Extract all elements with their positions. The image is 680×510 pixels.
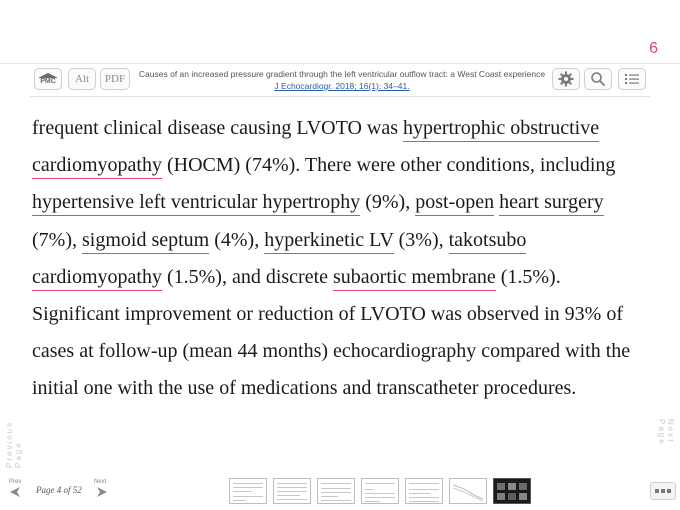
grid-dot-icon bbox=[655, 489, 659, 493]
highlight[interactable]: hypertensive left ventricular hypertrophy bbox=[32, 191, 360, 216]
document-title: Causes of an increased pressure gradient through the left ventricular outflow tract: a West Coast experience bbox=[138, 69, 546, 79]
text-segment: (1.5%). Significant improvement or reduction of LVOTO was observed in 93% of cases at follow-up (mean 44 months) echocardiography compared with the initial one with the use of medications and transcatheter procedures. bbox=[32, 265, 631, 400]
page-thumbnail[interactable] bbox=[405, 478, 443, 504]
search-button[interactable] bbox=[584, 68, 612, 90]
prev-arrow-icon[interactable] bbox=[8, 486, 22, 498]
highlight[interactable]: heart surgery bbox=[499, 191, 604, 216]
page-thumbnail-current[interactable] bbox=[493, 478, 531, 504]
text-segment: (HOCM) (74%). There were other conditions, including bbox=[161, 154, 616, 177]
page-indicator: Page 4 of 52 bbox=[36, 485, 82, 495]
settings-button[interactable] bbox=[552, 68, 580, 90]
next-arrow-icon[interactable] bbox=[95, 486, 109, 498]
echo-image-thumbnail-icon bbox=[494, 479, 530, 503]
page-thumbnails bbox=[229, 478, 531, 504]
highlight[interactable]: subaortic membrane bbox=[333, 266, 496, 291]
reader-toolbar bbox=[30, 64, 650, 97]
page-number: 6 bbox=[649, 40, 658, 57]
text-segment: (9%), bbox=[360, 191, 416, 214]
text-segment: (3%), bbox=[393, 228, 449, 251]
highlight[interactable]: takotsubo cardiomyopathy bbox=[32, 229, 526, 291]
search-icon bbox=[590, 71, 606, 87]
next-page-tab[interactable]: Next Page bbox=[657, 419, 675, 446]
highlight[interactable]: post-open bbox=[415, 191, 494, 216]
pmc-button[interactable] bbox=[34, 68, 62, 90]
grid-dot-icon bbox=[661, 489, 665, 493]
highlight[interactable]: hypertrophic obstructive bbox=[403, 117, 599, 142]
page-thumbnail[interactable] bbox=[229, 478, 267, 504]
chart-thumbnail-icon bbox=[450, 479, 486, 503]
citation-link[interactable]: J Echocardiogr. 2018; 16(1): 34–41. bbox=[274, 81, 410, 91]
alt-button[interactable]: Alt bbox=[68, 68, 96, 90]
highlight[interactable]: sigmoid septum bbox=[82, 229, 209, 254]
gear-icon bbox=[558, 71, 574, 87]
page-thumbnail[interactable] bbox=[317, 478, 355, 504]
contents-button[interactable] bbox=[618, 68, 646, 90]
page-thumbnail[interactable] bbox=[361, 478, 399, 504]
highlight[interactable]: hyperkinetic LV bbox=[264, 229, 393, 254]
grid-dot-icon bbox=[667, 489, 671, 493]
text-segment: (7%), bbox=[32, 228, 82, 251]
previous-page-tab[interactable]: Previous Page bbox=[5, 420, 23, 468]
list-icon bbox=[624, 72, 640, 86]
text-segment: (1.5%), and discrete bbox=[161, 265, 334, 288]
text-segment: (4%), bbox=[209, 228, 265, 251]
prev-label: Prev bbox=[9, 479, 22, 485]
text-segment: frequent clinical disease causing LVOTO was bbox=[32, 117, 404, 139]
thumbnail-grid-button[interactable] bbox=[650, 482, 676, 500]
article-text bbox=[32, 110, 652, 408]
pmc-label: PMC bbox=[40, 78, 56, 85]
page-thumbnail[interactable] bbox=[449, 478, 487, 504]
page-thumbnail[interactable] bbox=[273, 478, 311, 504]
highlight[interactable]: cardiomyopathy bbox=[32, 154, 162, 179]
pdf-button[interactable]: PDF bbox=[100, 68, 130, 90]
next-label: Next bbox=[94, 479, 107, 485]
